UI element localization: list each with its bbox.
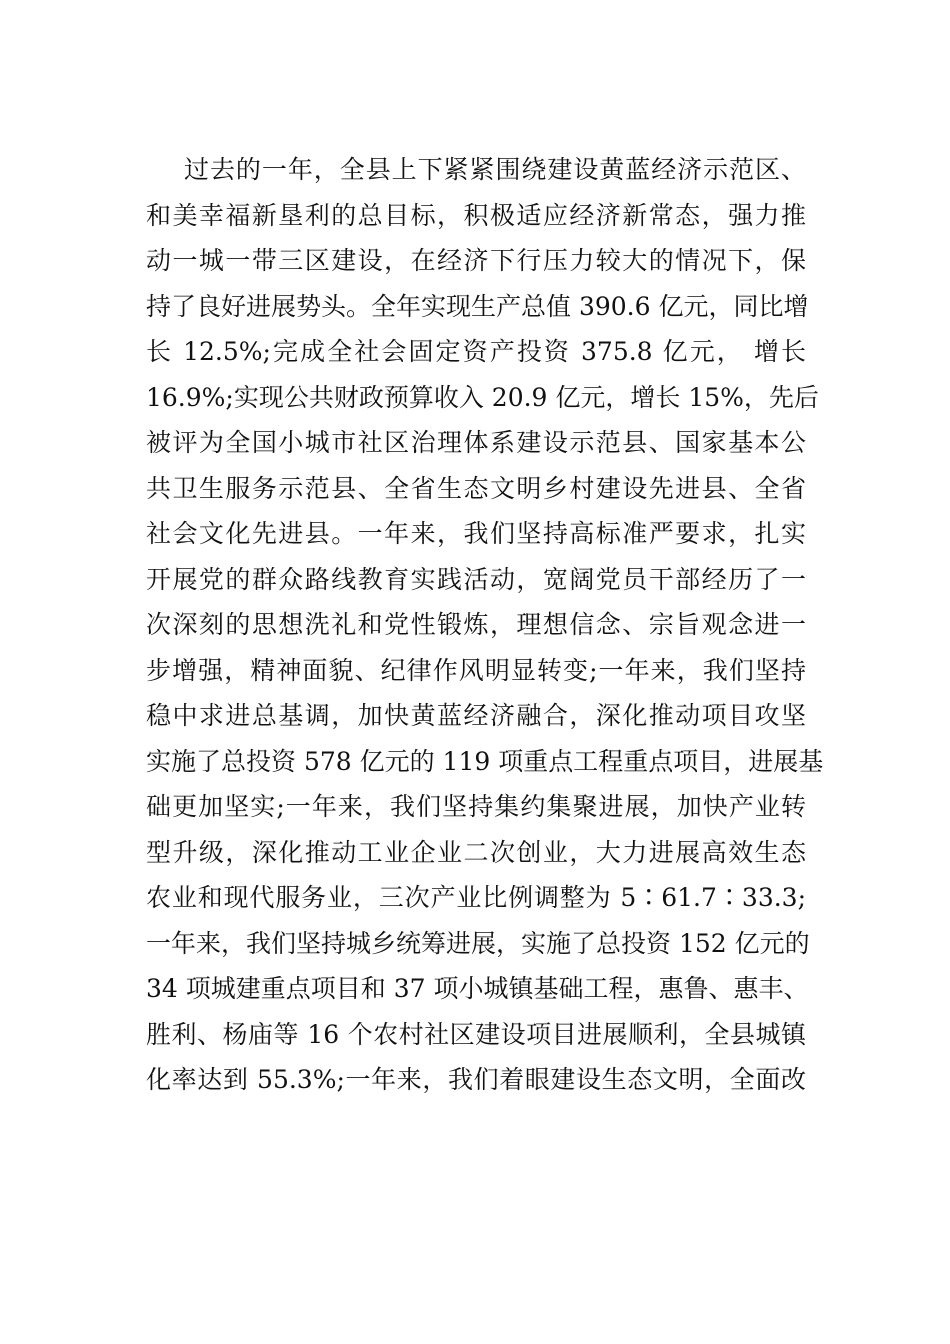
paragraph-line-5: 长 12.5%;完成全社会固定资产投资 375.8 亿元， 增长 xyxy=(146,337,806,366)
paragraph-line-10: 开展党的群众路线教育实践活动，宽阔党员干部经历了一 xyxy=(146,564,806,594)
paragraph-line-14: 实施了总投资 578 亿元的 119 项重点工程重点项目，进展基 xyxy=(146,746,824,776)
paragraph-line-18: 一年来，我们坚持城乡统筹进展，实施了总投资 152 亿元的 xyxy=(146,928,810,958)
paragraph-line-19: 34 项城建重点项目和 37 项小城镇基础工程，惠鲁、惠丰、 xyxy=(146,974,809,1003)
paragraph-line-3: 动一城一带三区建设，在经济下行压力较大的情况下，保 xyxy=(146,246,806,275)
paragraph-line-15: 础更加坚实;一年来，我们坚持集约集聚进展，加快产业转 xyxy=(146,792,806,821)
paragraph-line-1: 过去的一年，全县上下紧紧围绕建设黄蓝经济示范区、 xyxy=(184,155,806,184)
paragraph-line-9: 社会文化先进县。一年来，我们坚持高标准严要求，扎实 xyxy=(146,519,806,548)
body-paragraph xyxy=(146,147,824,1103)
paragraph-line-6: 16.9%;实现公共财政预算收入 20.9 亿元，增长 15%，先后 xyxy=(146,382,819,412)
paragraph-line-16: 型升级，深化推动工业企业二次创业，大力进展高效生态 xyxy=(146,837,806,867)
paragraph-line-20: 胜利、杨庙等 16 个农村社区建设项目进展顺利，全县城镇 xyxy=(146,1019,806,1049)
paragraph-line-17: 农业和现代服务业，三次产业比例调整为 5∶61.7∶33.3; xyxy=(146,883,806,912)
paragraph-line-2: 和美幸福新垦利的总目标，积极适应经济新常态，强力推 xyxy=(146,200,806,230)
paragraph-line-8: 共卫生服务示范县、全省生态文明乡村建设先进县、全省 xyxy=(146,473,806,503)
paragraph-line-11: 次深刻的思想洗礼和党性锻炼，理想信念、宗旨观念进一 xyxy=(146,610,806,639)
paragraph-line-7: 被评为全国小城市社区治理体系建设示范县、国家基本公 xyxy=(146,428,806,457)
paragraph-line-21: 化率达到 55.3%;一年来，我们着眼建设生态文明，全面改 xyxy=(146,1065,806,1094)
paragraph-line-4: 持了良好进展势头。全年实现生产总值 390.6 亿元，同比增 xyxy=(146,291,809,321)
paragraph-line-12: 步增强，精神面貌、纪律作风明显转变;一年来，我们坚持 xyxy=(146,655,806,685)
paragraph-line-13: 稳中求进总基调，加快黄蓝经济融合，深化推动项目攻坚 xyxy=(146,701,806,730)
